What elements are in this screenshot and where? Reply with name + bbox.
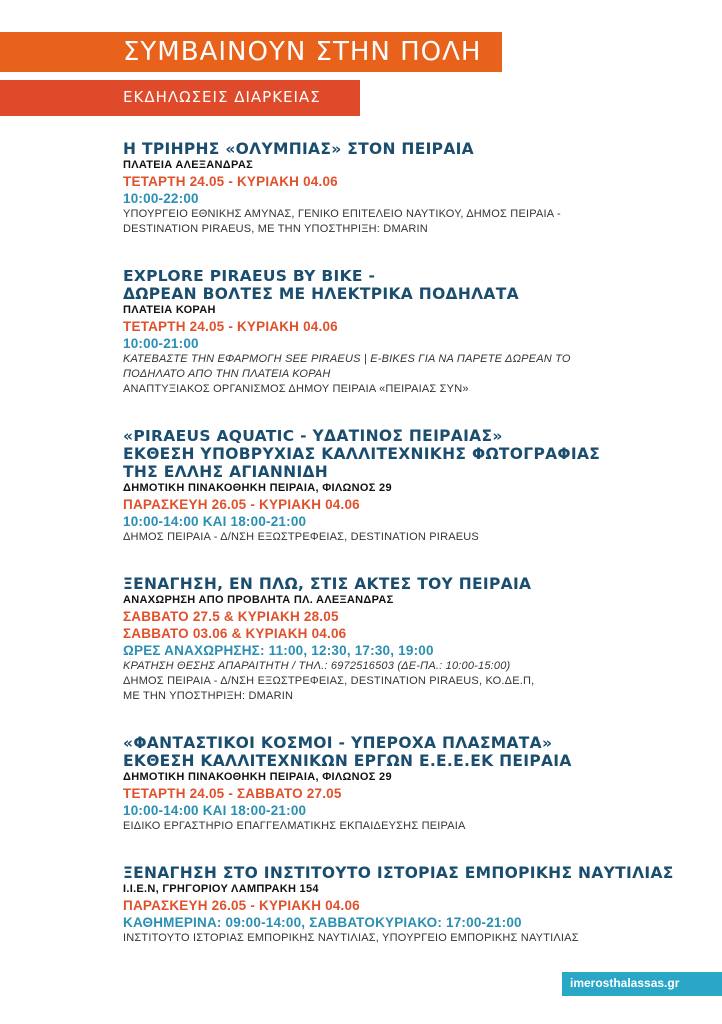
event-venue: ΠΛΑΤΕΙΑ ΑΛΕΞΑΝΔΡΑΣ <box>123 159 253 171</box>
event-note: ΚΡΑΤΗΣΗ ΘΕΣΗΣ ΑΠΑΡΑΙΤΗΤΗ / ΤΗΛ.: 6972516503 (ΔΕ-ΠΑ.: 10:00-15:00) <box>123 660 511 672</box>
event-time: 10:00-14:00 ΚΑΙ 18:00-21:00 <box>123 803 307 818</box>
website-link[interactable]: imerosthalassas.gr <box>570 976 680 990</box>
event-time: 10:00-14:00 ΚΑΙ 18:00-21:00 <box>123 514 307 529</box>
footer-website-badge[interactable] <box>562 972 722 996</box>
event-organizer: DESTINATION PIRAEUS, ΜΕ ΤΗΝ ΥΠΟΣΤΗΡΙΞΗ: DMARIN <box>123 223 428 235</box>
main-title: ΣΥΜΒΑΙΝΟΥΝ ΣΤΗΝ ΠΟΛΗ <box>123 37 482 67</box>
event-list <box>123 140 683 976</box>
event-title: EXPLORE PIRAEUS BY BIKE - <box>123 267 376 285</box>
event-organizer: ΑΝΑΠΤΥΞΙΑΚΟΣ ΟΡΓΑΝΙΣΜΟΣ ΔΗΜΟΥ ΠΕΙΡΑΙΑ «ΠΕΙΡΑΙΑΣ ΣΥΝ» <box>123 383 469 395</box>
event-venue: ΔΗΜΟΤΙΚΗ ΠΙΝΑΚΟΘΗΚΗ ΠΕΙΡΑΙΑ, ΦΙΛΩΝΟΣ 29 <box>123 482 392 494</box>
event-venue: ΠΛΑΤΕΙΑ ΚΟΡΑΗ <box>123 304 216 316</box>
event-date: ΠΑΡΑΣΚΕΥΗ 26.05 - ΚΥΡΙΑΚΗ 04.06 <box>123 898 360 913</box>
event-organizer: ΕΙΔΙΚΟ ΕΡΓΑΣΤΗΡΙΟ ΕΠΑΓΓΕΛΜΑΤΙΚΗΣ ΕΚΠΑΙΔΕΥΣΗΣ ΠΕΙΡΑΙΑ <box>123 820 466 832</box>
event-date: ΤΕΤΑΡΤΗ 24.05 - ΚΥΡΙΑΚΗ 04.06 <box>123 174 338 189</box>
event-item <box>123 267 683 397</box>
event-organizer: ΔΗΜΟΣ ΠΕΙΡΑΙΑ - Δ/ΝΣΗ ΕΞΩΣΤΡΕΦΕΙΑΣ, DESTINATION PIRAEUS <box>123 531 479 543</box>
event-organizer: ΥΠΟΥΡΓΕΙΟ ΕΘΝΙΚΗΣ ΑΜΥΝΑΣ, ΓΕΝΙΚΟ ΕΠΙΤΕΛΕΙΟ ΝΑΥΤΙΚΟΥ, ΔΗΜΟΣ ΠΕΙΡΑΙΑ - <box>123 208 561 220</box>
event-title: ΞΕΝΑΓΗΣΗ ΣΤΟ ΙΝΣΤΙΤΟΥΤΟ ΙΣΤΟΡΙΑΣ ΕΜΠΟΡΙΚΗΣ ΝΑΥΤΙΛΙΑΣ <box>123 864 674 882</box>
event-note: ΠΟΔΗΛΑΤΟ ΑΠΟ ΤΗΝ ΠΛΑΤΕΙΑ ΚΟΡΑΗ <box>123 368 331 380</box>
event-note: ΚΑΤΕΒΑΣΤΕ ΤΗΝ ΕΦΑΡΜΟΓΗ SEE PIRAEUS | E-BIKES ΓΙΑ ΝΑ ΠΑΡΕΤΕ ΔΩΡΕΑΝ ΤΟ <box>123 353 571 365</box>
subtitle-banner <box>0 80 360 116</box>
event-organizer: ΔΗΜΟΣ ΠΕΙΡΑΙΑ - Δ/ΝΣΗ ΕΞΩΣΤΡΕΦΕΙΑΣ, DESTINATION PIRAEUS, ΚΟ.ΔΕ.Π, <box>123 675 535 687</box>
event-title: ΤΗΣ ΕΛΛΗΣ ΑΓΙΑΝΝΙΔΗ <box>123 463 329 481</box>
event-venue: ΔΗΜΟΤΙΚΗ ΠΙΝΑΚΟΘΗΚΗ ΠΕΙΡΑΙΑ, ΦΙΛΩΝΟΣ 29 <box>123 771 392 783</box>
event-venue: Ι.Ι.Ε.Ν, ΓΡΗΓΟΡΙΟΥ ΛΑΜΠΡΑΚΗ 154 <box>123 883 319 895</box>
event-date: ΠΑΡΑΣΚΕΥΗ 26.05 - ΚΥΡΙΑΚΗ 04.06 <box>123 497 360 512</box>
event-item <box>123 427 683 545</box>
event-date: ΤΕΤΑΡΤΗ 24.05 - ΣΑΒΒΑΤΟ 27.05 <box>123 786 342 801</box>
event-title: «ΦΑΝΤΑΣΤΙΚΟΙ ΚΟΣΜΟΙ - ΥΠΕΡΟΧΑ ΠΛΑΣΜΑΤΑ» <box>123 734 553 752</box>
event-date: ΣΑΒΒΑΤΟ 03.06 & ΚΥΡΙΑΚΗ 04.06 <box>123 626 347 641</box>
event-time: 10:00-22:00 <box>123 191 199 206</box>
section-subtitle: ΕΚΔΗΛΩΣΕΙΣ ΔΙΑΡΚΕΙΑΣ <box>123 88 321 106</box>
event-venue: ΑΝΑΧΩΡΗΣΗ ΑΠΟ ΠΡΟΒΛΗΤΑ ΠΛ. ΑΛΕΞΑΝΔΡΑΣ <box>123 594 394 606</box>
main-title-banner <box>0 32 502 72</box>
event-item <box>123 864 683 946</box>
event-title: ΔΩΡΕΑΝ ΒΟΛΤΕΣ ΜΕ ΗΛΕΚΤΡΙΚΑ ΠΟΔΗΛΑΤΑ <box>123 285 519 303</box>
event-organizer: ΙΝΣΤΙΤΟΥΤΟ ΙΣΤΟΡΙΑΣ ΕΜΠΟΡΙΚΗΣ ΝΑΥΤΙΛΙΑΣ, ΥΠΟΥΡΓΕΙΟ ΕΜΠΟΡΙΚΗΣ ΝΑΥΤΙΛΙΑΣ <box>123 932 579 944</box>
event-time: ΚΑΘΗΜΕΡΙΝΑ: 09:00-14:00, ΣΑΒΒΑΤΟΚΥΡΙΑΚΟ: 17:00-21:00 <box>123 915 522 930</box>
event-date: ΣΑΒΒΑΤΟ 27.5 & ΚΥΡΙΑΚΗ 28.05 <box>123 609 339 624</box>
event-title: ΞΕΝΑΓΗΣΗ, ΕΝ ΠΛΩ, ΣΤΙΣ ΑΚΤΕΣ ΤΟΥ ΠΕΙΡΑΙΑ <box>123 575 532 593</box>
event-item <box>123 140 683 237</box>
event-organizer: ΜΕ ΤΗΝ ΥΠΟΣΤΗΡΙΞΗ: DMARIN <box>123 690 294 702</box>
event-item <box>123 734 683 834</box>
event-time: ΩΡΕΣ ΑΝΑΧΩΡΗΣΗΣ: 11:00, 12:30, 17:30, 19:00 <box>123 643 434 658</box>
event-title: ΕΚΘΕΣΗ ΚΑΛΛΙΤΕΧΝΙΚΩΝ ΕΡΓΩΝ Ε.Ε.Ε.ΕΚ ΠΕΙΡΑΙΑ <box>123 752 572 770</box>
event-date: ΤΕΤΑΡΤΗ 24.05 - ΚΥΡΙΑΚΗ 04.06 <box>123 319 338 334</box>
event-title: Η ΤΡΙΗΡΗΣ «ΟΛΥΜΠΙΑΣ» ΣΤΟΝ ΠΕΙΡΑΙΑ <box>123 140 474 158</box>
event-time: 10:00-21:00 <box>123 336 199 351</box>
event-item <box>123 575 683 704</box>
event-title: ΕΚΘΕΣΗ ΥΠΟΒΡΥΧΙΑΣ ΚΑΛΛΙΤΕΧΝΙΚΗΣ ΦΩΤΟΓΡΑΦΙΑΣ <box>123 445 601 463</box>
event-title: «PIRAEUS AQUATIC - ΥΔΑΤΙΝΟΣ ΠΕΙΡΑΙΑΣ» <box>123 427 503 445</box>
